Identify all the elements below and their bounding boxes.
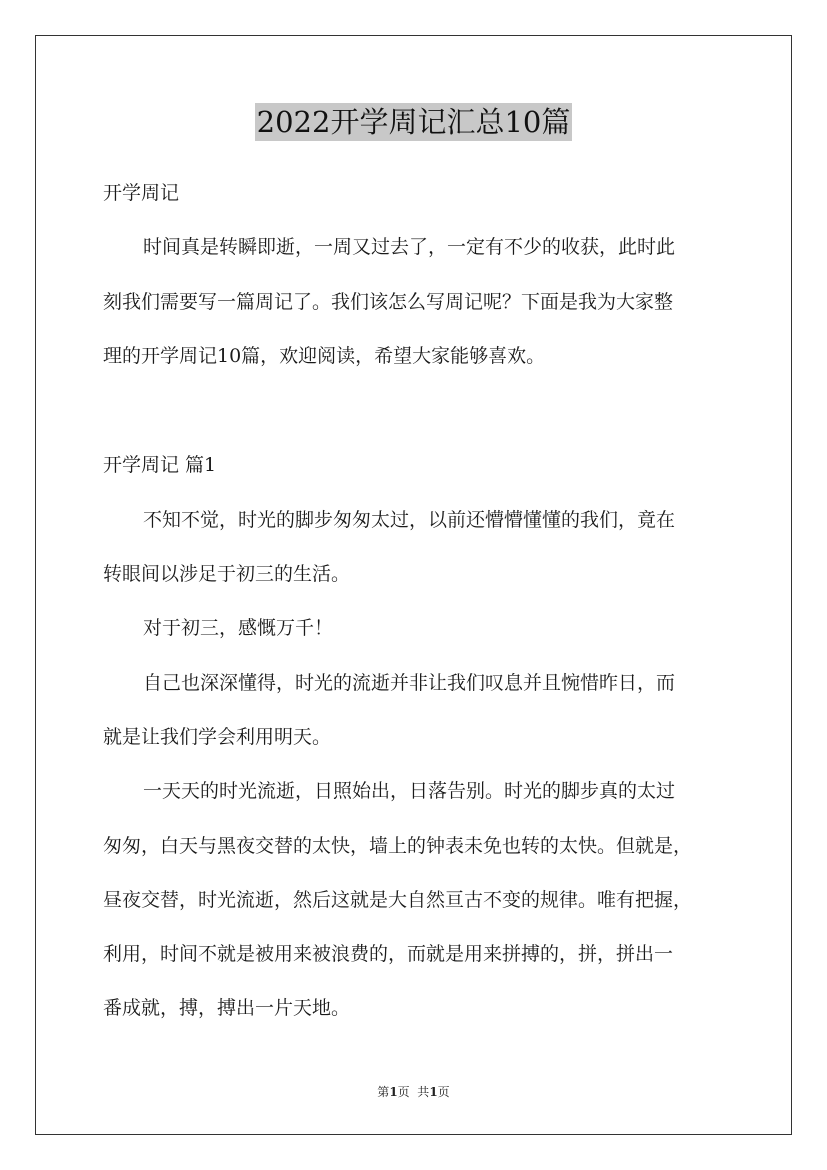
document-title: 2022开学周记汇总10篇 [256,105,571,139]
body-line: 匆匆，白天与黑夜交替的太快，墙上的钟表未免也转的太快。但就是， [103,835,693,857]
body-line: 不知不觉，时光的脚步匆匆太过，以前还懵懵懂懂的我们，竟在 [143,509,676,531]
body-line: 就是让我们学会利用明天。 [103,726,332,748]
title-container [0,103,827,141]
body-line: 对于初三，感慨万千！ [143,617,334,639]
body-line: 一天天的时光流逝，日照始出，日落告别。时光的脚步真的太过 [143,780,676,802]
body-line: 利用，时间不就是被用来被浪费的，而就是用来拼搏的，拼，拼出一 [103,943,674,965]
intro-heading: 开学周记 [103,182,180,204]
body-line: 转眼间以涉足于初三的生活。 [103,563,351,585]
footer-page-total: 1 [429,1085,438,1099]
footer-prefix: 第 [377,1085,390,1099]
page-footer [0,1084,827,1100]
body-line: 自己也深深懂得，时光的流逝并非让我们叹息并且惋惜昨日，而 [143,672,676,694]
intro-line: 理的开学周记10篇，欢迎阅读，希望大家能够喜欢。 [103,345,546,367]
intro-line: 时间真是转瞬即逝，一周又过去了，一定有不少的收获，此时此 [143,236,676,258]
body-line: 番成就，搏，搏出一片天地。 [103,997,351,1019]
footer-mid: 页 共 [397,1085,430,1099]
intro-line: 刻我们需要写一篇周记了。我们该怎么写周记呢？下面是我为大家整 [103,291,674,313]
section-heading: 开学周记 篇1 [103,454,217,476]
footer-page-current: 1 [389,1085,398,1099]
footer-suffix: 页 [437,1085,450,1099]
body-line: 昼夜交替，时光流逝，然后这就是大自然亘古不变的规律。唯有把握， [103,889,693,911]
